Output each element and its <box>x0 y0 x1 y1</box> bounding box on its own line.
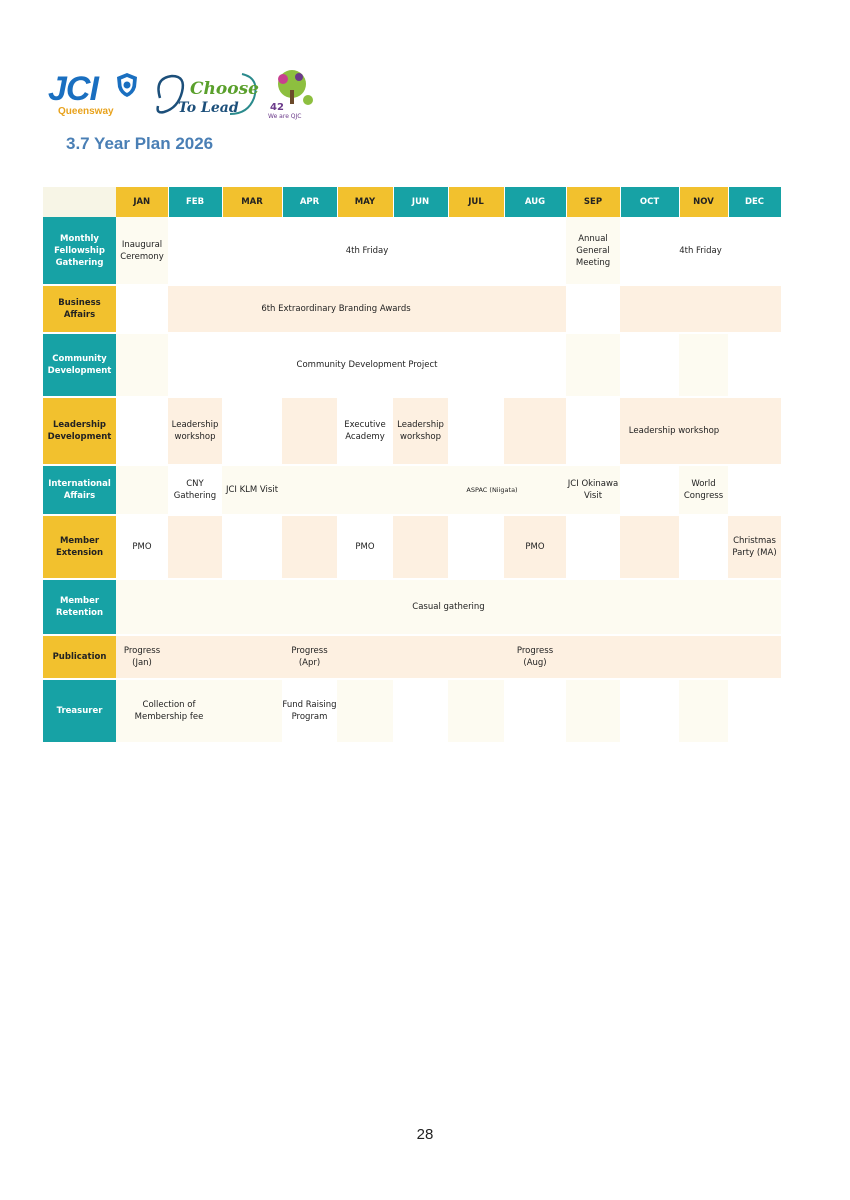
category-label: Member Retention <box>43 579 116 635</box>
plan-cell: Leadership workshop <box>168 397 222 465</box>
plan-cell <box>116 333 168 397</box>
row-publication <box>43 635 781 679</box>
choose-to-lead-logo <box>152 68 264 120</box>
plan-cell <box>448 397 504 465</box>
choose-logo-line2: To Lead <box>178 100 239 116</box>
plan-cell: 4th Friday <box>168 217 566 285</box>
category-label: Community Development <box>43 333 116 397</box>
plan-cell <box>222 635 282 679</box>
plan-cell <box>728 465 781 515</box>
row-business-affairs <box>43 285 781 333</box>
category-label: Monthly Fellowship Gathering <box>43 217 116 285</box>
plan-cell <box>337 679 393 743</box>
plan-cell <box>393 515 448 579</box>
tree-logo-number: 42 <box>270 102 284 113</box>
plan-cell <box>566 515 620 579</box>
jci-shield-icon <box>116 72 138 98</box>
plan-cell <box>566 635 620 679</box>
plan-cell <box>679 285 728 333</box>
category-label: Publication <box>43 635 116 679</box>
month-header-row <box>43 187 781 217</box>
plan-cell <box>728 397 781 465</box>
plan-cell: PMO <box>337 515 393 579</box>
plan-cell: 6th Extraordinary Branding Awards <box>168 285 504 333</box>
plan-cell <box>393 635 448 679</box>
plan-cell: Christmas Party (MA) <box>728 515 781 579</box>
month-header: APR <box>282 187 337 217</box>
plan-cell <box>282 397 337 465</box>
month-header: NOV <box>679 187 728 217</box>
plan-cell <box>620 465 679 515</box>
plan-cell <box>222 679 282 743</box>
header-corner <box>43 187 116 217</box>
jci-logo <box>48 72 114 118</box>
plan-cell <box>566 333 620 397</box>
plan-cell: Casual gathering <box>116 579 781 635</box>
plan-cell <box>168 635 222 679</box>
plan-cell <box>679 333 728 397</box>
plan-cell <box>448 515 504 579</box>
year-plan-table <box>43 187 782 744</box>
month-header: OCT <box>620 187 679 217</box>
row-leadership-development <box>43 397 781 465</box>
plan-cell: Annual General Meeting <box>566 217 620 285</box>
month-header: FEB <box>168 187 222 217</box>
plan-cell <box>566 679 620 743</box>
plan-cell: Collection of Membership fee <box>116 679 222 743</box>
plan-cell <box>620 285 679 333</box>
plan-cell <box>620 515 679 579</box>
plan-cell <box>504 679 566 743</box>
plan-cell <box>282 515 337 579</box>
plan-cell: Progress (Aug) <box>504 635 566 679</box>
plan-cell: PMO <box>116 515 168 579</box>
plan-cell <box>222 397 282 465</box>
category-label: Leadership Development <box>43 397 116 465</box>
month-header: JAN <box>116 187 168 217</box>
category-label: International Affairs <box>43 465 116 515</box>
plan-cell: World Congress <box>679 465 728 515</box>
plan-cell <box>728 285 781 333</box>
row-monthly-fellowship <box>43 217 781 285</box>
category-label: Business Affairs <box>43 285 116 333</box>
jci-logo-text: JCI <box>48 70 98 108</box>
category-label: Member Extension <box>43 515 116 579</box>
month-header: JUL <box>448 187 504 217</box>
qjc-tree-logo <box>268 68 316 120</box>
plan-cell: JCI KLM Visit <box>222 465 282 515</box>
plan-cell <box>679 679 728 743</box>
plan-cell: 4th Friday <box>620 217 781 285</box>
plan-cell: JCI Okinawa Visit <box>566 465 620 515</box>
plan-cell: Leadership workshop <box>393 397 448 465</box>
row-member-extension <box>43 515 781 579</box>
month-header: SEP <box>566 187 620 217</box>
plan-cell: Progress (Jan) <box>116 635 168 679</box>
plan-cell <box>728 333 781 397</box>
plan-cell <box>728 635 781 679</box>
plan-cell: Community Development Project <box>168 333 566 397</box>
logos <box>48 68 328 120</box>
plan-cell <box>282 465 518 515</box>
plan-cell <box>116 465 168 515</box>
plan-cell: PMO <box>504 515 566 579</box>
plan-cell: CNY Gathering <box>168 465 222 515</box>
category-label: Treasurer <box>43 679 116 743</box>
plan-cell <box>679 635 728 679</box>
section-title: 3.7 Year Plan 2026 <box>66 134 214 153</box>
jci-logo-subtext: Queensway <box>58 106 114 117</box>
plan-cell: Leadership workshop <box>620 397 728 465</box>
plan-cell: Progress (Apr) <box>282 635 337 679</box>
row-international-affairs <box>43 465 781 515</box>
plan-cell <box>448 679 504 743</box>
plan-cell-text: ASPAC (Niigata) <box>466 486 518 494</box>
choose-logo-line1: Choose <box>190 79 259 99</box>
plan-cell <box>620 635 679 679</box>
page-number: 28 <box>416 1126 434 1143</box>
plan-cell: Inaugural Ceremony <box>116 217 168 285</box>
plan-cell <box>504 397 566 465</box>
month-header: DEC <box>728 187 781 217</box>
month-header: JUN <box>393 187 448 217</box>
plan-cell <box>620 679 679 743</box>
plan-cell <box>448 635 504 679</box>
row-community-development <box>43 333 781 397</box>
plan-cell <box>116 285 168 333</box>
plan-cell <box>679 515 728 579</box>
plan-cell <box>116 397 168 465</box>
plan-cell: Fund Raising Program <box>282 679 337 743</box>
plan-cell <box>620 333 679 397</box>
month-header: AUG <box>504 187 566 217</box>
row-treasurer <box>43 679 781 743</box>
month-header: MAY <box>337 187 393 217</box>
plan-cell <box>393 679 448 743</box>
plan-cell <box>728 679 781 743</box>
row-member-retention <box>43 579 781 635</box>
plan-cell <box>566 285 620 333</box>
month-header: MAR <box>222 187 282 217</box>
plan-cell <box>566 397 620 465</box>
plan-cell <box>337 635 393 679</box>
plan-cell <box>168 515 222 579</box>
plan-cell <box>222 515 282 579</box>
tree-logo-caption: We are QJC <box>268 113 302 120</box>
plan-cell <box>504 285 566 333</box>
plan-cell: Executive Academy <box>337 397 393 465</box>
